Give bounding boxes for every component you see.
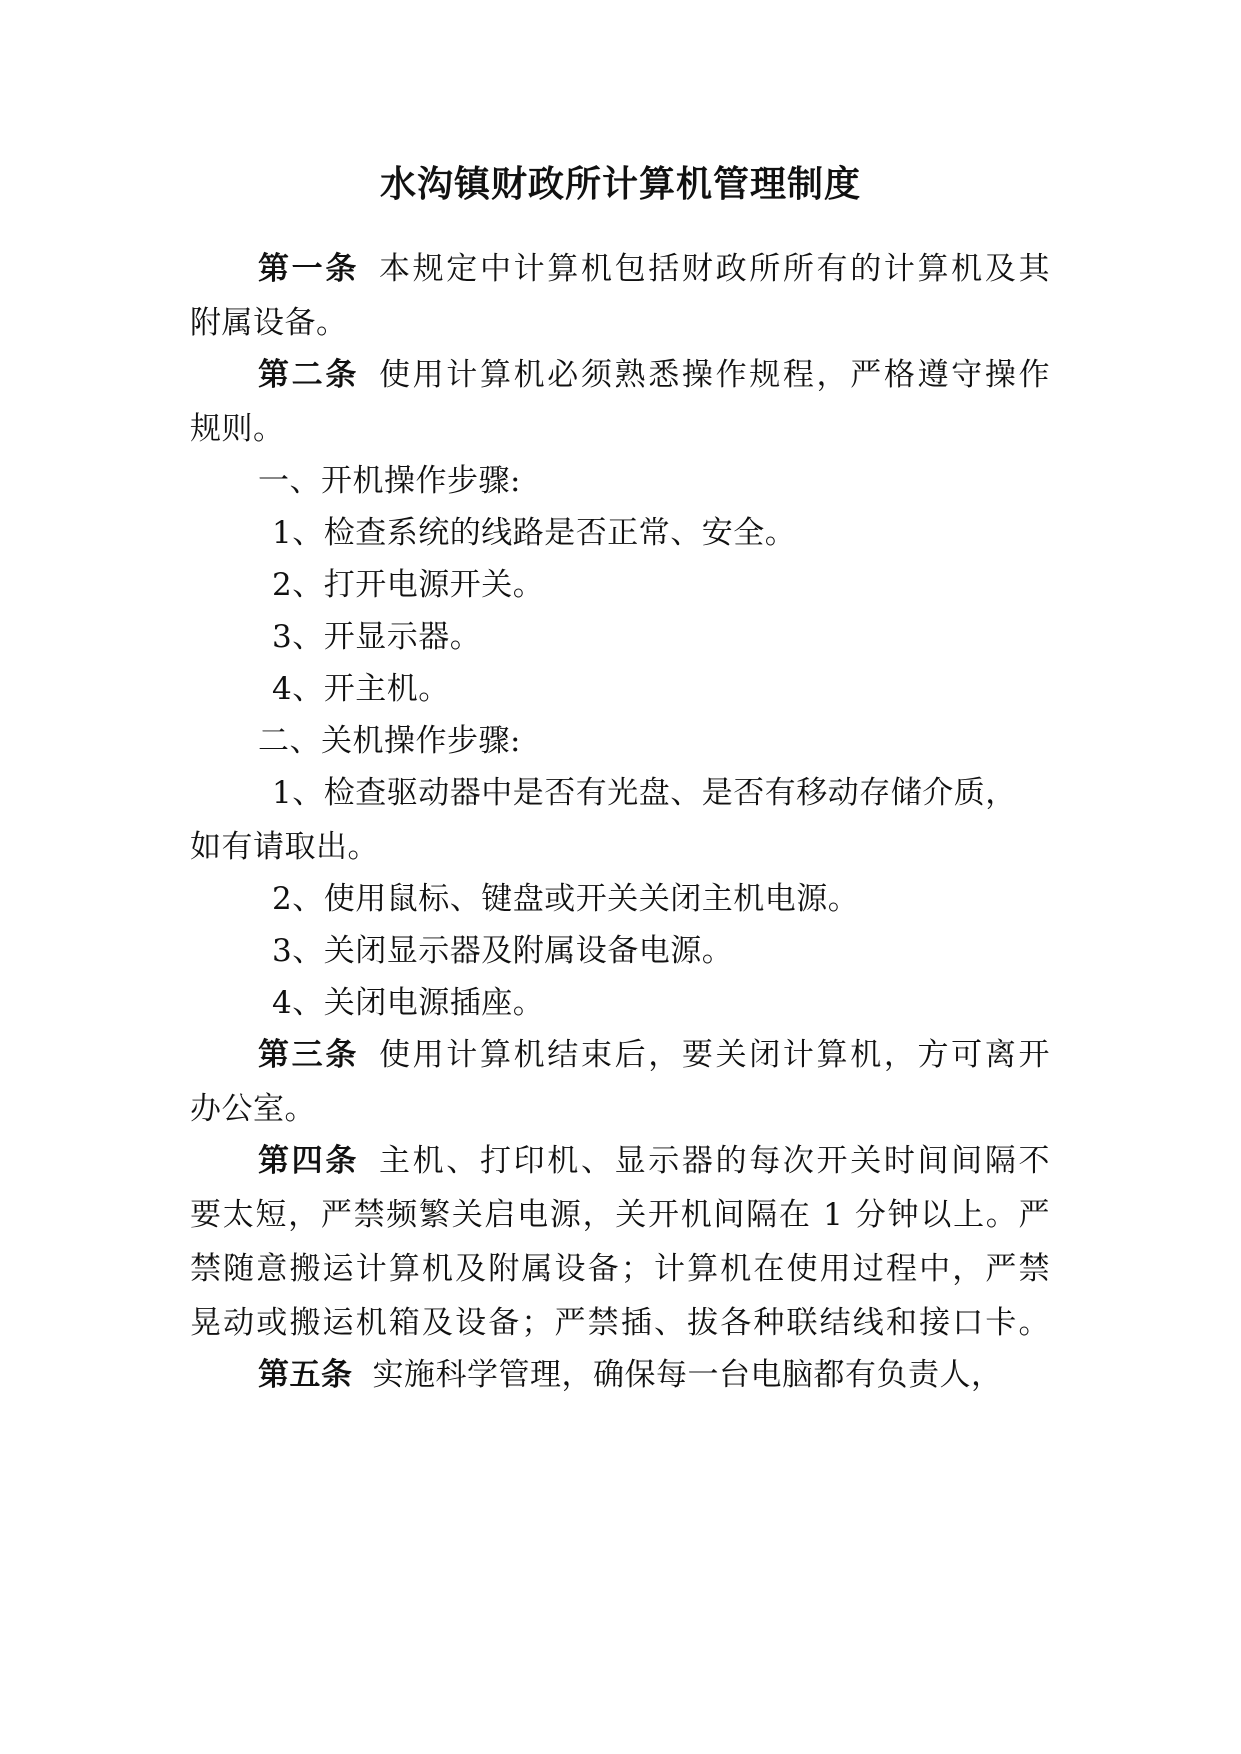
article-4-text-1: 主机、打印机、显示器的每次开关时间间隔不 (378, 1143, 1051, 1179)
article-2-text-1: 使用计算机必须熟悉操作规程，严格遵守操作 (378, 357, 1051, 393)
article-2-line-1 (258, 346, 1050, 404)
section-shutdown-heading: 二、关机操作步骤: (258, 723, 521, 759)
shutdown-step-4: 4、关闭电源插座。 (272, 985, 545, 1021)
document-title: 水沟镇财政所计算机管理制度 (379, 164, 861, 205)
section-startup-heading: 一、开机操作步骤: (258, 463, 521, 499)
startup-step-1: 1、检查系统的线路是否正常、安全。 (272, 515, 797, 551)
article-4-line-2: 要太短，严禁频繁关启电源，关开机间隔在 1 分钟以上。严 (190, 1197, 1050, 1233)
shutdown-step-1-line-2: 如有请取出。 (190, 829, 379, 865)
article-3-label: 第三条 (258, 1037, 359, 1073)
article-2-label: 第二条 (258, 357, 359, 393)
startup-step-2: 2、打开电源开关。 (272, 567, 545, 603)
startup-step-4: 4、开主机。 (272, 671, 450, 707)
article-3-line-2: 办公室。 (190, 1091, 316, 1127)
article-4-line-3: 禁随意搬运计算机及附属设备；计算机在使用过程中，严禁 (190, 1251, 1050, 1287)
shutdown-step-2: 2、使用鼠标、键盘或开关关闭主机电源。 (272, 881, 860, 917)
article-5-line-1 (258, 1346, 1050, 1404)
article-1-label: 第一条 (258, 251, 359, 287)
article-5-text-1: 实施科学管理，确保每一台电脑都有负责人， (372, 1357, 1003, 1393)
startup-step-3: 3、开显示器。 (272, 619, 482, 655)
shutdown-step-3: 3、关闭显示器及附属设备电源。 (272, 933, 734, 969)
article-4-label: 第四条 (258, 1143, 359, 1179)
shutdown-step-1-line-1: 1、检查驱动器中是否有光盘、是否有移动存储介质， (272, 775, 1017, 811)
article-4-line-1 (258, 1132, 1050, 1190)
article-3-line-1 (258, 1026, 1050, 1084)
article-3-text-1: 使用计算机结束后，要关闭计算机，方可离开 (378, 1037, 1051, 1073)
article-4-line-4: 晃动或搬运机箱及设备；严禁插、拔各种联结线和接口卡。 (190, 1305, 1050, 1341)
article-1-line-1 (258, 240, 1050, 298)
article-5-label: 第五条 (258, 1357, 353, 1393)
article-2-line-2: 规则。 (190, 411, 285, 447)
article-1-text-1: 本规定中计算机包括财政所所有的计算机及其 (378, 251, 1051, 287)
article-1-line-2: 附属设备。 (190, 305, 348, 341)
